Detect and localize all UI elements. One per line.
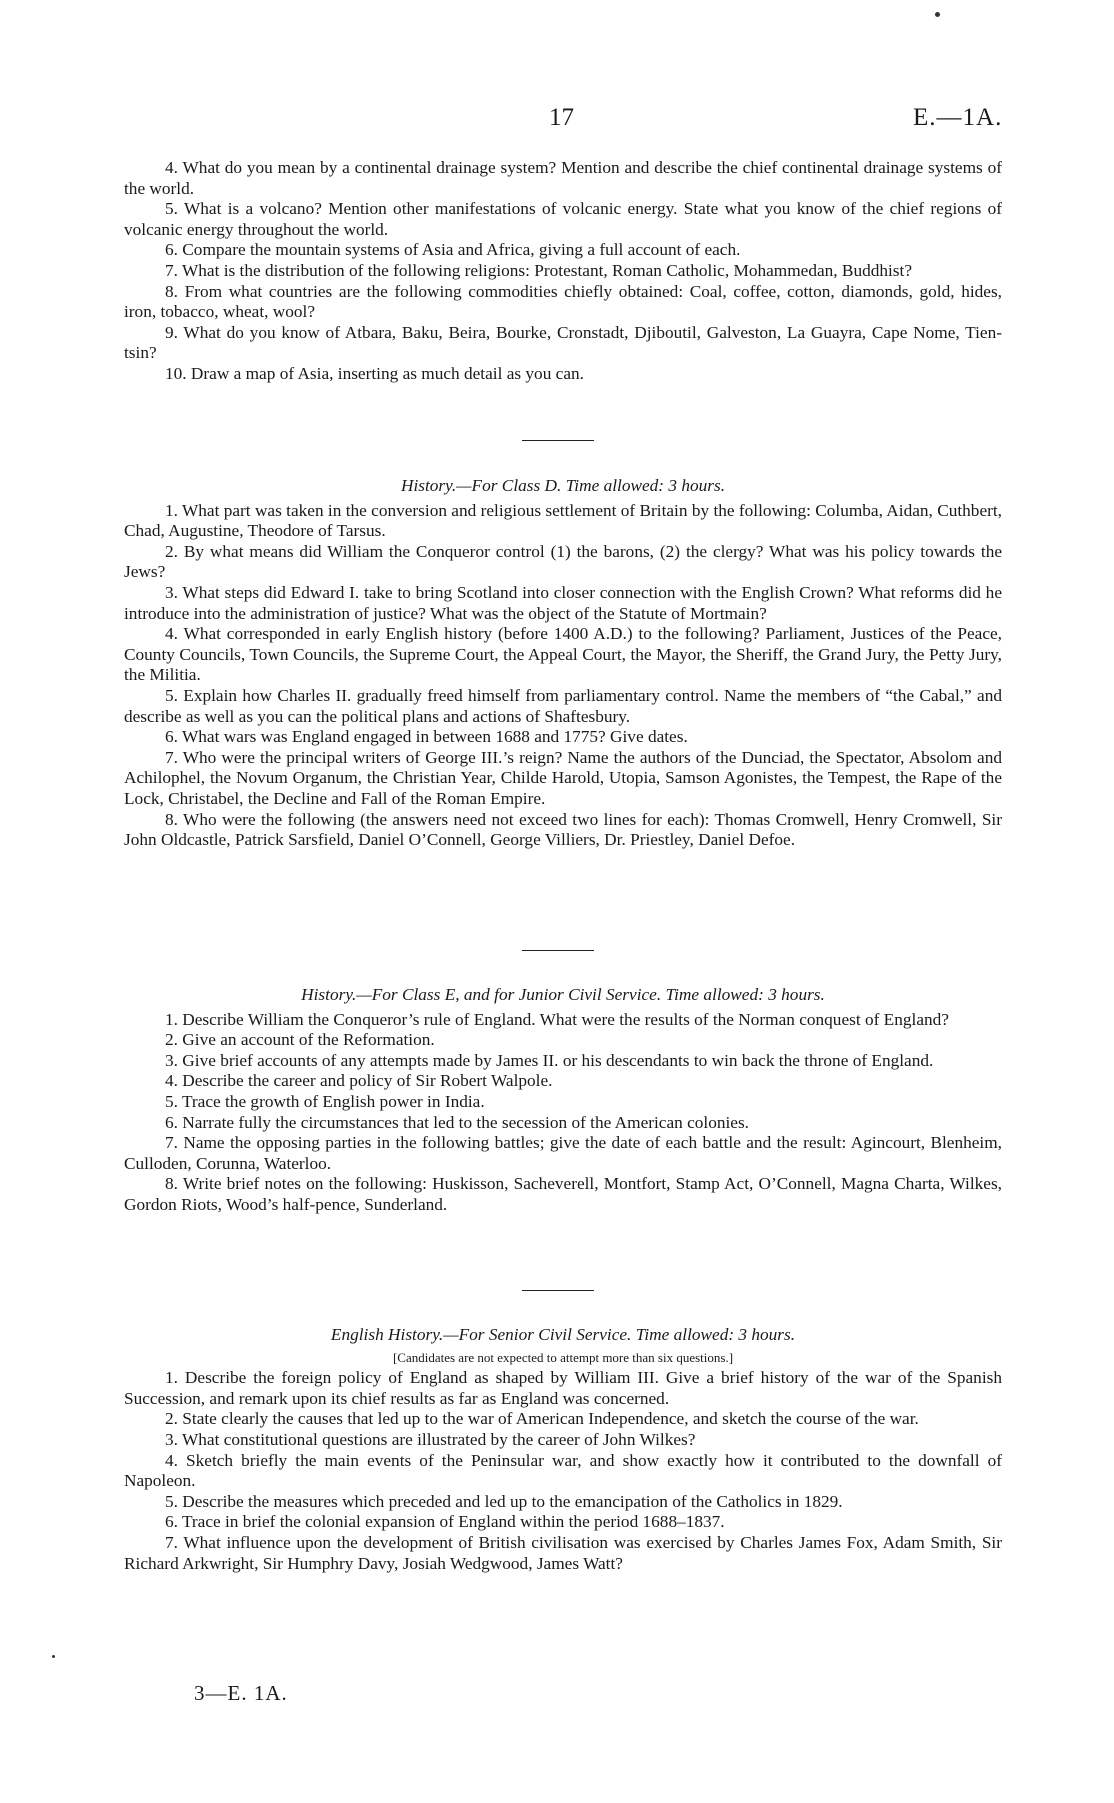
question-item: 6. Trace in brief the colonial expansion of England within the period 1688–1837. — [165, 1512, 725, 1532]
question-item: 7. What influence upon the development of British civilisation was exercised by Charles James Fox, Adam Smith, Sir Richard Arkwright, Sir Humphry Davy, Josiah Wedgwood, James Watt? — [124, 1532, 1002, 1573]
document-reference: E.—1A. — [913, 104, 1003, 131]
question-item: 3. What steps did Edward I. take to bring Scotland into closer connection with the English Crown? What reforms did he introduce into the administration of justice? What was the object of the Statute of Mortmain? — [124, 582, 1002, 623]
question-item: 2. Give an account of the Reformation. — [165, 1030, 435, 1050]
question-item: 4. What corresponded in early English history (before 1400 A.D.) to the following? Parliament, Justices of the Peace, County Councils, Town Councils, the Supreme Court, the Appeal Court, the Mayor, the Sheriff, the Grand Jury, the Petty Jury, the Militia. — [124, 624, 1002, 685]
question-item: 5. Describe the measures which preceded and led up to the emancipation of the Catholics in 1829. — [165, 1491, 843, 1511]
scan-speck — [935, 12, 940, 17]
question-item: 2. By what means did William the Conqueror control (1) the barons, (2) the clergy? What was his policy towards the Jews? — [124, 541, 1002, 582]
section-note: [Candidates are not expected to attempt more than six questions.] — [392, 1349, 734, 1365]
question-item: 5. Trace the growth of English power in India. — [165, 1091, 485, 1111]
question-item: 1. What part was taken in the conversion and religious settlement of Britain by the following: Columba, Aidan, Cuthbert, Chad, Augustine, Theodore of Tarsus. — [124, 500, 1002, 541]
question-item: 7. Name the opposing parties in the following battles; give the date of each battle and the result: Agincourt, Blenheim, Culloden, Corunna, Waterloo. — [124, 1133, 1002, 1173]
section-heading: History.—For Class D. Time allowed: 3 hours. — [400, 476, 726, 495]
signature-mark: 3—E. 1A. — [194, 1681, 288, 1705]
english-history-senior-section — [124, 1325, 1002, 1574]
question-item: 5. Explain how Charles II. gradually freed himself from parliamentary control. Name the members of “the Cabal,” and describe as well as you can the political plans and actions of Shaftesbury. — [124, 685, 1002, 726]
section-heading: History.—For Class E, and for Junior Civil Service. Time allowed: 3 hours. — [301, 985, 825, 1004]
question-item: 3. Give brief accounts of any attempts made by James II. or his descendants to win back the throne of England. — [165, 1050, 934, 1070]
question-item: 2. State clearly the causes that led up to the war of American Independence, and sketch the course of the war. — [165, 1409, 919, 1429]
page-number: 17 — [549, 104, 574, 131]
question-item: 6. What wars was England engaged in between 1688 and 1775? Give dates. — [165, 727, 688, 747]
question-item: 4. Sketch briefly the main events of the Peninsular war, and show exactly how it contributed to the downfall of Napoleon. — [124, 1450, 1002, 1491]
question-item: 8. Write brief notes on the following: Huskisson, Sacheverell, Montfort, Stamp Act, O’Connell, Magna Charta, Wilkes, Gordon Riots, Wood’s half-pence, Sunderland. — [124, 1174, 1002, 1214]
question-item: 6. Compare the mountain systems of Asia and Africa, giving a full account of each. — [165, 240, 741, 260]
question-item: 1. Describe William the Conqueror’s rule of England. What were the results of the Norman conquest of England? — [165, 1009, 949, 1029]
question-item: 3. What constitutional questions are illustrated by the career of John Wilkes? — [165, 1429, 696, 1449]
question-item: 7. What is the distribution of the following religions: Protestant, Roman Catholic, Mohammedan, Buddhist? — [165, 260, 913, 280]
section-divider — [522, 1290, 594, 1291]
question-item: 10. Draw a map of Asia, inserting as much detail as you can. — [165, 363, 584, 383]
section-divider — [522, 950, 594, 951]
history-class-d-section — [124, 476, 1002, 851]
question-item: 8. Who were the following (the answers need not exceed two lines for each): Thomas Cromwell, Henry Cromwell, Sir John Oldcastle, Patrick Sarsfield, Daniel O’Connell, George Villiers, Dr. Priestley, Daniel Defoe. — [124, 809, 1002, 850]
question-item: 4. Describe the career and policy of Sir Robert Walpole. — [165, 1071, 553, 1091]
scan-speck — [52, 1655, 55, 1658]
history-class-e-section — [124, 985, 1002, 1216]
question-item: 1. Describe the foreign policy of England as shaped by William III. Give a brief history of the war of the Spanish Succession, and remark upon its chief results as far as England was concerned. — [124, 1368, 1002, 1408]
question-item: 8. From what countries are the following commodities chiefly obtained: Coal, coffee, cotton, diamonds, gold, hides, iron, tobacco, wheat, wool? — [124, 281, 1002, 322]
question-item: 5. What is a volcano? Mention other manifestations of volcanic energy. State what you know of the chief regions of volcanic energy throughout the world. — [124, 199, 1002, 239]
question-item: 6. Narrate fully the circumstances that led to the secession of the American colonies. — [165, 1112, 750, 1132]
question-item: 9. What do you know of Atbara, Baku, Beira, Bourke, Cronstadt, Djiboutil, Galveston, La Guayra, Cape Nome, Tien-tsin? — [124, 322, 1002, 363]
geography-questions — [124, 158, 1002, 385]
section-heading: English History.—For Senior Civil Service. Time allowed: 3 hours. — [330, 1325, 796, 1344]
question-item: 4. What do you mean by a continental drainage system? Mention and describe the chief continental drainage systems of the world. — [124, 158, 1002, 198]
question-item: 7. Who were the principal writers of George III.’s reign? Name the authors of the Dunciad, the Spectator, Absolom and Achilophel, the Novum Organum, the Christian Year, Childe Harold, Utopia, Samson Agonistes, the Tempest, the Rape of the Lock, Christabel, the Decline and Fall of the Roman Empire. — [124, 747, 1002, 808]
section-divider — [522, 440, 594, 441]
